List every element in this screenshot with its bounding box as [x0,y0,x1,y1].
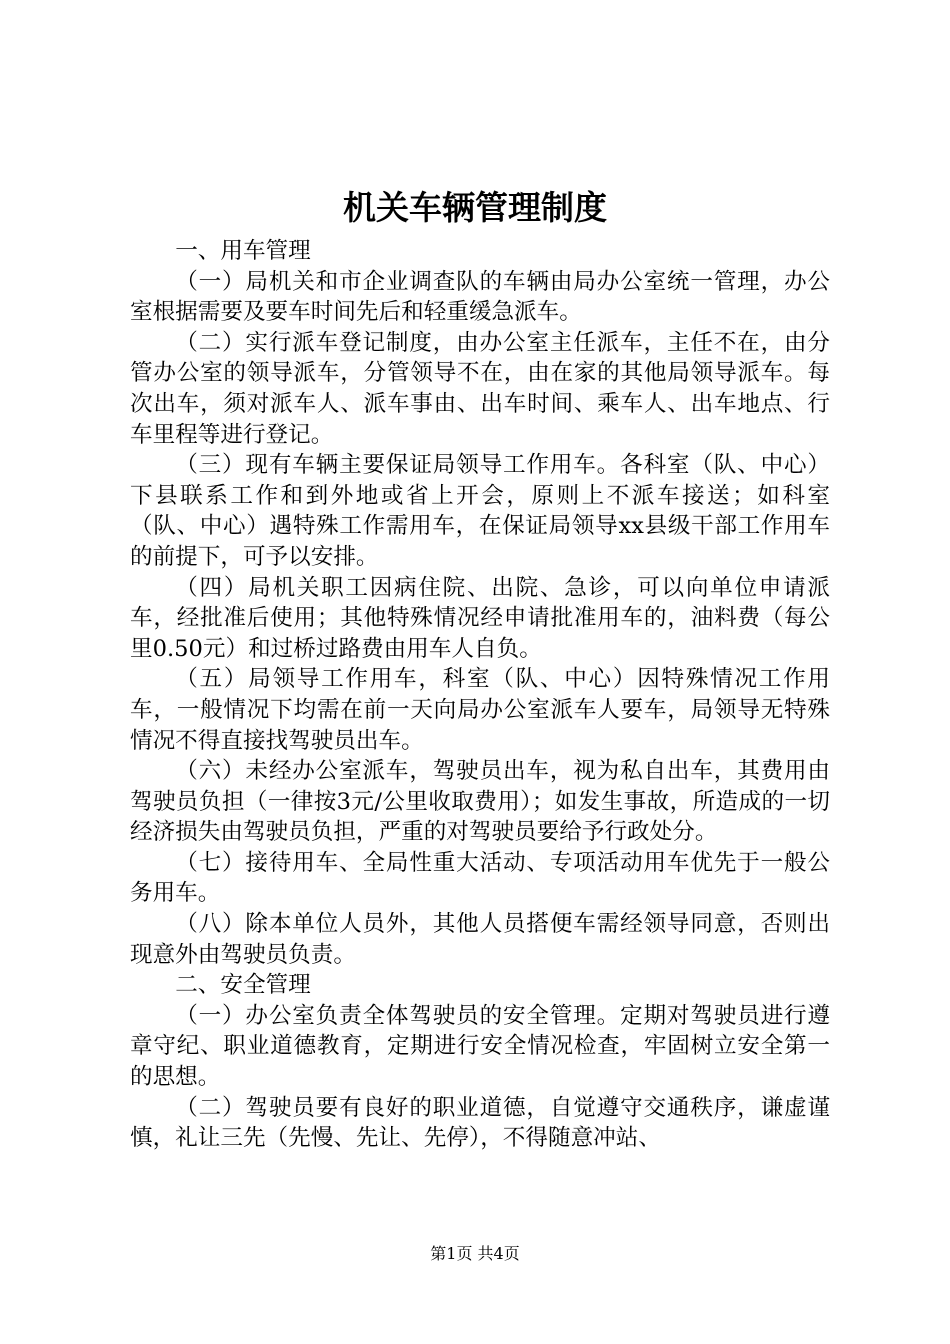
paragraph: （五）局领导工作用车，科室（队、中心）因特殊情况工作用车，一般情况下均需在前一天向局办公室派车人要车，局领导无特殊情况不得直接找驾驶员出车。 [130,666,830,754]
paragraph: （八）除本单位人员外，其他人员搭便车需经领导同意，否则出现意外由驾驶员负责。 [130,911,830,968]
section-heading-safety: 二、安全管理 [175,972,311,999]
paragraph: （一）局机关和市企业调查队的车辆由局办公室统一管理，办公室根据需要及要车时间先后和轻重缓急派车。 [130,268,830,326]
page-number-footer: 第1页 共4页 [430,1244,520,1263]
section-heading-vehicle-use: 一、用车管理 [175,238,311,264]
paragraph: （一）办公室负责全体驾驶员的安全管理。定期对驾驶员进行遵章守纪、职业道德教育，定期进行安全情况检查，牢固树立安全第一的思想。 [130,1002,830,1091]
paragraph: （六）未经办公室派车，驾驶员出车，视为私自出车，其费用由驾驶员负担（一律按3元/公里收取费用）；如发生事故，所造成的一切经济损失由驾驶员负担，严重的对驾驶员要给予行政处分。 [130,758,830,846]
paragraph: （七）接待用车、全局性重大活动、专项活动用车优先于一般公务用车。 [130,849,830,907]
paragraph: （二）实行派车登记制度，由办公室主任派车，主任不在，由分管办公室的领导派车，分管领导不在，由在家的其他局领导派车。每次出车，须对派车人、派车事由、出车时间、乘车人、出车地点、行车里程等进行登记。 [130,329,830,448]
paragraph: （四）局机关职工因病住院、出院、急诊，可以向单位申请派车，经批准后使用；其他特殊情况经申请批准用车的，油料费（每公里0.50元）和过桥过路费由用车人自负。 [130,574,830,662]
paragraph: （二）驾驶员要有良好的职业道德，自觉遵守交通秩序，谦虚谨慎，礼让三先（先慢、先让、先停），不得随意冲站、 [130,1094,830,1152]
paragraph: （三）现有车辆主要保证局领导工作用车。各科室（队、中心）下县联系工作和到外地或省上开会，原则上不派车接送；如科室（队、中心）遇特殊工作需用车，在保证局领导xx县级干部工作用车的前提下，可予以安排。 [130,452,830,570]
document-title: 机关车辆管理制度 [343,188,607,227]
document-body [130,236,830,1154]
